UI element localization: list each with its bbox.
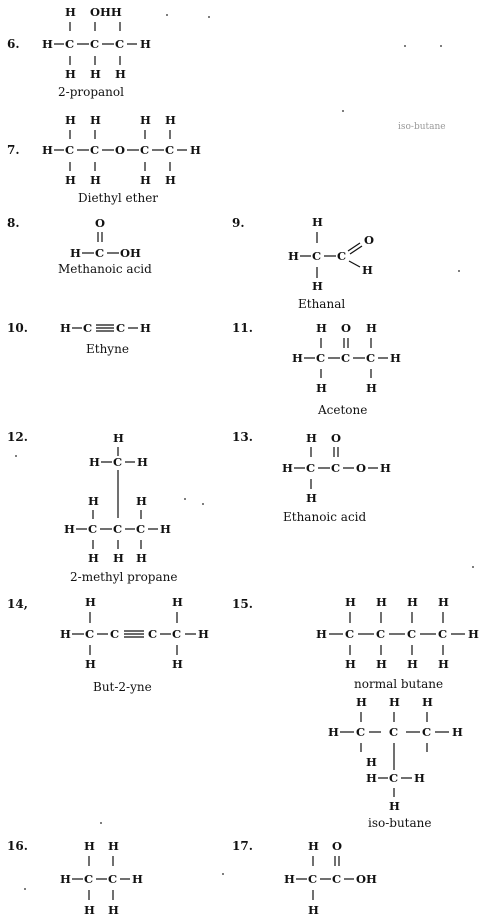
svg-text:H: H [113, 551, 124, 565]
svg-text:O: O [95, 216, 106, 230]
structure-ethanoic-acid [280, 428, 400, 508]
structure-item-16 [58, 838, 158, 920]
svg-text:H: H [306, 431, 317, 445]
svg-text:C: C [345, 627, 355, 641]
svg-text:H: H [284, 872, 295, 886]
structure-2-propanol [40, 4, 160, 84]
stray-mark-iso-butane: iso-butane [398, 122, 446, 132]
svg-text:H: H [345, 657, 356, 671]
svg-text:C: C [308, 872, 318, 886]
svg-text:C: C [389, 725, 399, 739]
item-number-11: 11. [232, 321, 253, 335]
svg-text:O: O [364, 233, 375, 247]
svg-text:O: O [331, 431, 342, 445]
svg-text:C: C [85, 627, 95, 641]
svg-text:H: H [84, 839, 95, 853]
svg-text:C: C [356, 725, 366, 739]
svg-text:C: C [332, 872, 342, 886]
svg-text:C: C [316, 351, 326, 365]
scan-speck [166, 14, 168, 16]
svg-text:C: C [65, 143, 75, 157]
svg-text:H: H [42, 37, 53, 51]
svg-text:H: H [84, 903, 95, 917]
scan-speck [342, 110, 344, 112]
item-number-14: 14, [7, 597, 28, 611]
caption-ethyne: Ethyne [86, 342, 129, 356]
svg-text:OHH: OHH [90, 5, 122, 19]
svg-text:C: C [376, 627, 386, 641]
structure-ethyne [58, 316, 158, 338]
svg-text:H: H [89, 455, 100, 469]
svg-text:H: H [282, 461, 293, 475]
scan-speck [24, 888, 26, 890]
svg-text:C: C [366, 351, 376, 365]
svg-text:H: H [85, 595, 96, 609]
svg-text:H: H [366, 321, 377, 335]
svg-text:H: H [70, 246, 81, 260]
item-number-8: 8. [7, 216, 20, 230]
svg-text:C: C [337, 249, 347, 263]
caption-iso-butane: iso-butane [368, 816, 432, 830]
structure-methanoic-acid [70, 215, 160, 260]
svg-text:C: C [108, 872, 118, 886]
caption-methanoic-acid: Methanoic acid [58, 262, 152, 276]
svg-text:H: H [88, 494, 99, 508]
scan-speck [100, 822, 102, 824]
svg-text:H: H [288, 249, 299, 263]
structure-normal-butane [314, 594, 484, 674]
svg-text:C: C [306, 461, 316, 475]
svg-text:C: C [113, 522, 123, 536]
scan-speck [458, 270, 460, 272]
structure-acetone [290, 320, 410, 400]
svg-text:C: C [113, 455, 123, 469]
svg-text:H: H [140, 37, 151, 51]
svg-text:C: C [88, 522, 98, 536]
svg-text:H: H [65, 5, 76, 19]
item-number-15: 15. [232, 597, 253, 611]
svg-text:H: H [60, 321, 71, 335]
svg-text:H: H [136, 494, 147, 508]
svg-text:C: C [389, 771, 399, 785]
svg-text:H: H [64, 522, 75, 536]
svg-text:H: H [308, 903, 319, 917]
item-number-7: 7. [7, 143, 20, 157]
svg-text:H: H [140, 173, 151, 187]
caption-ethanal: Ethanal [298, 297, 346, 311]
svg-text:H: H [85, 657, 96, 671]
svg-text:O: O [115, 143, 126, 157]
svg-text:C: C [116, 321, 126, 335]
svg-text:H: H [376, 595, 387, 609]
svg-text:C: C [95, 246, 105, 260]
scan-speck [208, 16, 210, 18]
svg-text:H: H [88, 551, 99, 565]
svg-text:C: C [140, 143, 150, 157]
svg-text:C: C [148, 627, 158, 641]
svg-text:C: C [331, 461, 341, 475]
svg-text:H: H [312, 215, 323, 229]
svg-text:H: H [198, 627, 209, 641]
svg-text:C: C [115, 37, 125, 51]
structure-ethanal [286, 214, 386, 294]
svg-text:C: C [110, 627, 120, 641]
svg-text:H: H [380, 461, 391, 475]
svg-text:H: H [308, 839, 319, 853]
item-number-17: 17. [232, 839, 253, 853]
svg-text:C: C [90, 143, 100, 157]
svg-text:H: H [108, 903, 119, 917]
svg-text:H: H [60, 872, 71, 886]
caption-acetone: Acetone [318, 403, 368, 417]
svg-text:H: H [328, 725, 339, 739]
structure-2-methyl-propane [62, 428, 182, 570]
scan-speck [440, 45, 442, 47]
svg-text:OH: OH [356, 872, 377, 886]
svg-text:H: H [390, 351, 401, 365]
svg-text:H: H [65, 67, 76, 81]
svg-text:H: H [438, 595, 449, 609]
caption-but-2-yne: But-2-yne [93, 680, 152, 694]
svg-text:H: H [389, 799, 400, 813]
structure-but-2-yne [58, 594, 228, 674]
scan-speck [15, 455, 17, 457]
svg-text:H: H [422, 695, 433, 709]
item-number-12: 12. [7, 430, 28, 444]
svg-text:H: H [316, 321, 327, 335]
scan-speck [472, 566, 474, 568]
svg-text:H: H [165, 173, 176, 187]
svg-text:C: C [84, 872, 94, 886]
svg-text:C: C [341, 351, 351, 365]
svg-text:C: C [422, 725, 432, 739]
item-number-10: 10. [7, 321, 28, 335]
svg-text:H: H [366, 771, 377, 785]
svg-text:C: C [90, 37, 100, 51]
structure-iso-butane [326, 694, 476, 816]
svg-text:H: H [345, 595, 356, 609]
svg-text:H: H [376, 657, 387, 671]
caption-ethanoic-acid: Ethanoic acid [283, 510, 367, 524]
svg-text:H: H [140, 113, 151, 127]
svg-text:O: O [356, 461, 367, 475]
svg-text:H: H [389, 695, 400, 709]
svg-text:C: C [438, 627, 448, 641]
svg-text:H: H [113, 431, 124, 445]
svg-text:H: H [108, 839, 119, 853]
svg-text:H: H [452, 725, 463, 739]
svg-text:H: H [414, 771, 425, 785]
caption-2-methyl-propane: 2-methyl propane [70, 570, 178, 584]
item-number-16: 16. [7, 839, 28, 853]
svg-text:H: H [468, 627, 479, 641]
item-number-9: 9. [232, 216, 245, 230]
scan-speck [404, 45, 406, 47]
svg-text:H: H [90, 173, 101, 187]
svg-text:H: H [407, 657, 418, 671]
svg-text:C: C [165, 143, 175, 157]
svg-text:H: H [90, 113, 101, 127]
svg-text:H: H [60, 627, 71, 641]
svg-text:H: H [306, 491, 317, 505]
svg-text:H: H [160, 522, 171, 536]
svg-text:H: H [140, 321, 151, 335]
svg-text:H: H [316, 627, 327, 641]
svg-text:C: C [83, 321, 93, 335]
svg-text:H: H [316, 381, 327, 395]
svg-text:H: H [362, 263, 373, 277]
svg-text:H: H [312, 279, 323, 293]
svg-text:H: H [165, 113, 176, 127]
svg-text:C: C [172, 627, 182, 641]
caption-diethyl-ether: Diethyl ether [78, 191, 159, 205]
svg-text:H: H [190, 143, 201, 157]
svg-text:H: H [42, 143, 53, 157]
svg-text:O: O [332, 839, 343, 853]
scan-speck [222, 873, 224, 875]
svg-text:H: H [366, 381, 377, 395]
svg-text:C: C [65, 37, 75, 51]
svg-text:H: H [292, 351, 303, 365]
svg-text:H: H [356, 695, 367, 709]
scan-speck [184, 498, 186, 500]
svg-text:H: H [137, 455, 148, 469]
svg-text:H: H [90, 67, 101, 81]
svg-text:C: C [312, 249, 322, 263]
svg-text:O: O [341, 321, 352, 335]
caption-2-propanol: 2-propanol [58, 85, 124, 99]
svg-text:H: H [65, 113, 76, 127]
svg-text:H: H [65, 173, 76, 187]
structure-item-17 [282, 838, 392, 920]
caption-normal-butane: normal butane [354, 677, 444, 691]
svg-text:H: H [115, 67, 126, 81]
svg-text:H: H [132, 872, 143, 886]
item-number-6: 6. [7, 37, 20, 51]
scan-speck [202, 503, 204, 505]
svg-text:H: H [407, 595, 418, 609]
svg-text:H: H [172, 657, 183, 671]
svg-text:H: H [172, 595, 183, 609]
svg-text:C: C [407, 627, 417, 641]
svg-text:H: H [366, 755, 377, 769]
svg-text:H: H [438, 657, 449, 671]
item-number-13: 13. [232, 430, 253, 444]
structure-diethyl-ether [40, 112, 210, 192]
svg-text:OH: OH [120, 246, 141, 260]
svg-text:C: C [136, 522, 146, 536]
svg-text:H: H [136, 551, 147, 565]
